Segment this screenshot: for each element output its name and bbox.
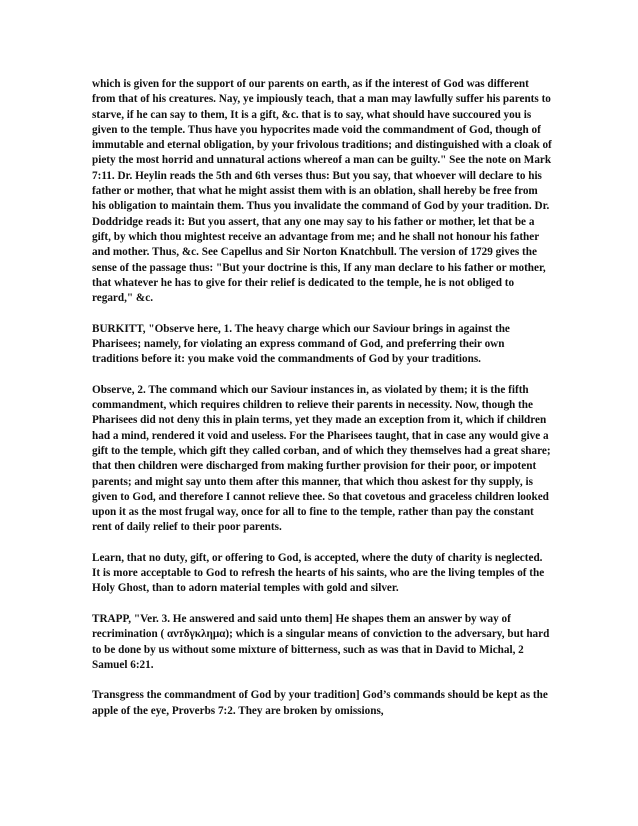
paragraph-transgress: Transgress the commandment of God by your tradition] God’s commands should be kept as the apple of the eye, Proverbs 7:2. They are broken by omissions, xyxy=(92,689,548,717)
paragraph-learn: Learn, that no duty, gift, or offering to God, is accepted, where the duty of charity is neglected. It is more acceptable to God to refresh the hearts of his saints, who are the living temples of the Holy Ghost, than to adorn material temples with gold and silver. xyxy=(92,551,545,595)
paragraph-clarke-quote: which is given for the support of our parents on earth, as if the interest of God was different from that of his creatures. Nay, ye impiously teach, that a man may lawfully suffer his parents to starve, if he can say to them, It is a gift, &c. that is to say, what should have succoured you is given to the temple. Thus have you hypocrites made void the commandment of God, though of immutable and eternal obligation, by your frivolous traditions; and distinguished with a cloak of piety the most horrid and unnatural actions whereof a man can be guilty." See the note on Mark 7:11. Dr. Heylin reads the 5th and 6th verses thus: But you say, that whoever will declare to his father or mother, that what he might assist them with is an oblation, shall hereby be free from his obligation to maintain them. Thus you invalidate the command of God by your tradition. Dr. Doddridge reads it: But you assert, that any one may say to his father or mother, let that be a gift, by which thou mightest receive an advantage from me; and he shall not honour his father and mother. Thus, &c. See Capellus and Sir Norton Knatchbull. The version of 1729 gives the sense of the passage thus: "But your doctrine is this, If any man declare to his father or mother, that whatever he has to give for their relief is dedicated to the temple, he is not obliged to regard," &c. xyxy=(92,78,552,305)
paragraph-burkitt-observe-2: Observe, 2. The command which our Saviour instances in, as violated by them; it is the fifth commandment, which requires children to relieve their parents in necessity. Now, though the Pharisees did not deny this in plain terms, yet they made an exception from it, which if children had a mind, rendered it void and useless. For the Pharisees taught, that in case any would give a gift to the temple, which gift they called corban, and of which they themselves had a great share; that then children were discharged from making further provision for their poor, or impotent parents; and might say unto them after this manner, that which thou askest for thy supply, is given to God, and therefore I cannot relieve thee. So that covetous and graceless children looked upon it as the most frugal way, once for all to fine to the temple, rather than pay the constant rent of daily relief to their poor parents. xyxy=(92,383,551,534)
paragraph-trapp: TRAPP, "Ver. 3. He answered and said unto them] He shapes them an answer by way of recrimination ( ανтδγκλημα); which is a singular means of conviction to the adversary, but hard to be done by us without some mixture of bitterness, such as was that in David to Michal, 2 Samuel 6:21. xyxy=(92,612,550,671)
document-page xyxy=(92,77,552,719)
paragraph-burkitt-intro: BURKITT, "Observe here, 1. The heavy charge which our Saviour brings in against the Pharisees; namely, for violating an express command of God, and preferring their own traditions before it: you make void the commandments of God by your traditions. xyxy=(92,322,510,366)
